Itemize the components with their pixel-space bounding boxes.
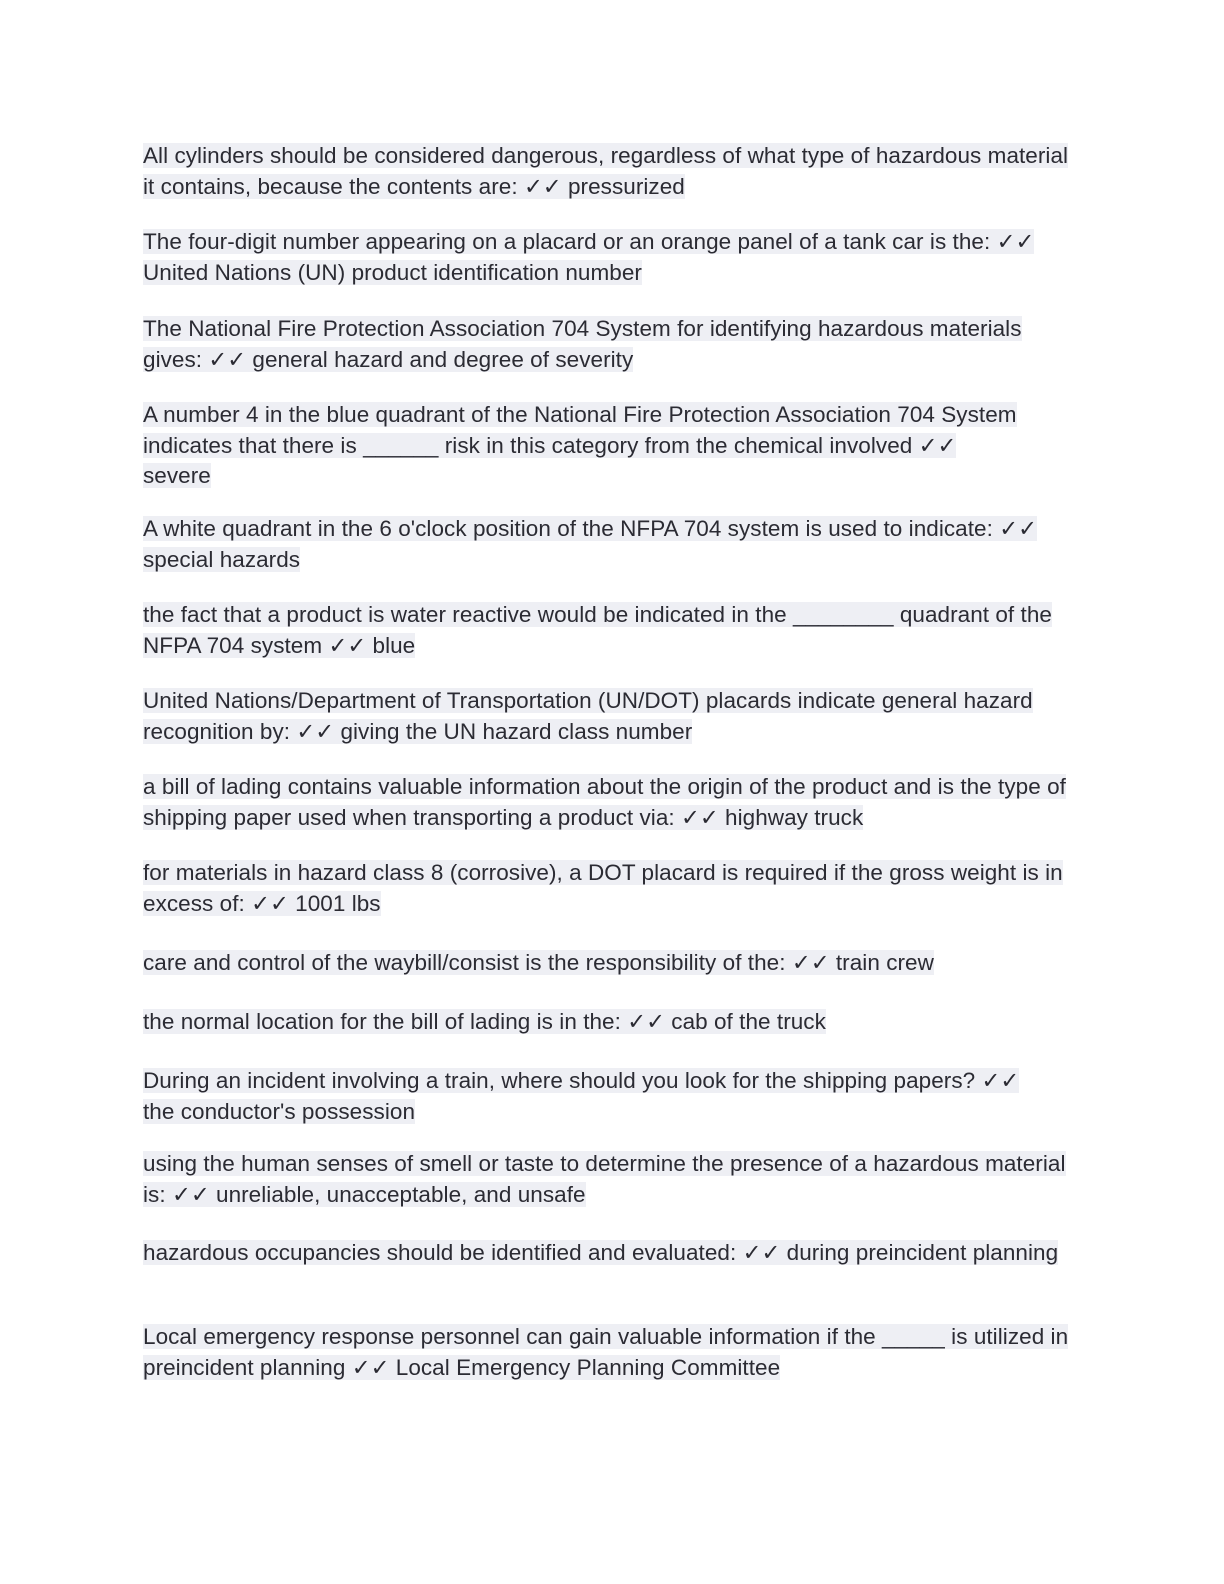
answer-text: blue [372, 632, 416, 658]
answer-text: general hazard and degree of severity [252, 346, 634, 372]
question-text: A number 4 in the blue quadrant of the National Fire Protection Association 704 System indicates that there is ______ risk in this category from the chemical involved [143, 402, 1017, 458]
question-text: During an incident involving a train, where should you look for the shipping papers? [143, 1068, 976, 1093]
qa-item [143, 400, 1023, 492]
check-icon: ✓✓ [627, 1009, 665, 1034]
question-text: a bill of lading contains valuable information about the origin of the product and is the type of shipping paper used when transporting a product via: [143, 774, 1066, 830]
check-icon: ✓✓ [996, 229, 1035, 254]
question-text: The four-digit number appearing on a placard or an orange panel of a tank car is the: [143, 229, 991, 254]
check-icon: ✓✓ [328, 632, 367, 658]
question-text: the normal location for the bill of lading is in the: [143, 1009, 621, 1034]
answer-text: train crew [835, 950, 934, 975]
check-icon: ✓✓ [681, 804, 719, 830]
answer-text: 1001 lbs [295, 890, 381, 916]
answer-text: the conductor's possession [143, 1098, 416, 1124]
answer-text: special hazards [143, 546, 301, 572]
check-icon: ✓✓ [351, 1354, 390, 1380]
answer-text: unreliable, unacceptable, and unsafe [216, 1181, 586, 1207]
question-text: the fact that a product is water reactive would be indicated in the ________ quadrant of the NFPA 704 system [143, 602, 1052, 658]
answer-text: highway truck [725, 804, 864, 830]
question-text: using the human senses of smell or taste to determine the presence of a hazardous material is: [143, 1151, 1066, 1207]
question-text: hazardous occupancies should be identified and evaluated: [143, 1240, 737, 1265]
question-text: for materials in hazard class 8 (corrosive), a DOT placard is required if the gross weight is in excess of: [143, 860, 1063, 916]
qa-item [143, 1322, 1083, 1383]
qa-item [143, 141, 1083, 202]
question-text: care and control of the waybill/consist is the responsibility of the: [143, 950, 786, 975]
answer-text: cab of the truck [671, 1009, 826, 1034]
qa-item [143, 514, 1083, 575]
question-text: All cylinders should be considered dangerous, regardless of what type of hazardous material it contains, because the contents are: [143, 143, 1069, 199]
qa-item [143, 948, 1083, 979]
answer-text: giving the UN hazard class number [340, 718, 693, 744]
check-icon: ✓✓ [523, 173, 562, 199]
qa-item [143, 1066, 1083, 1127]
qa-item [143, 858, 1083, 919]
question-text: United Nations/Department of Transportation (UN/DOT) placards indicate general hazard recognition by: [143, 688, 1033, 744]
answer-text: severe [143, 463, 211, 488]
check-icon: ✓✓ [791, 950, 830, 975]
question-text: The National Fire Protection Association 704 System for identifying hazardous materials gives: [143, 316, 1022, 372]
check-icon: ✓✓ [296, 718, 335, 744]
check-icon: ✓✓ [742, 1240, 781, 1265]
answer-text: Local Emergency Planning Committee [395, 1354, 781, 1380]
answer-text: during preincident planning [786, 1240, 1059, 1265]
check-icon: ✓✓ [981, 1068, 1020, 1093]
check-icon: ✓✓ [171, 1181, 210, 1207]
check-icon: ✓✓ [208, 346, 247, 372]
qa-item [143, 227, 1083, 288]
qa-item [143, 314, 1083, 375]
qa-item [143, 1238, 1083, 1269]
check-icon: ✓✓ [918, 432, 957, 458]
check-icon: ✓✓ [251, 890, 289, 916]
qa-item [143, 1007, 1083, 1038]
check-icon: ✓✓ [999, 516, 1037, 541]
qa-item [143, 600, 1083, 661]
question-text: Local emergency response personnel can gain valuable information if the _____ is utilized in preincident planning [143, 1324, 1069, 1380]
qa-item [143, 686, 1083, 747]
answer-text: pressurized [567, 173, 685, 199]
question-text: A white quadrant in the 6 o'clock position of the NFPA 704 system is used to indicate: [143, 516, 993, 541]
answer-text: United Nations (UN) product identification number [143, 259, 642, 285]
qa-item [143, 1149, 1083, 1210]
qa-item [143, 772, 1083, 833]
